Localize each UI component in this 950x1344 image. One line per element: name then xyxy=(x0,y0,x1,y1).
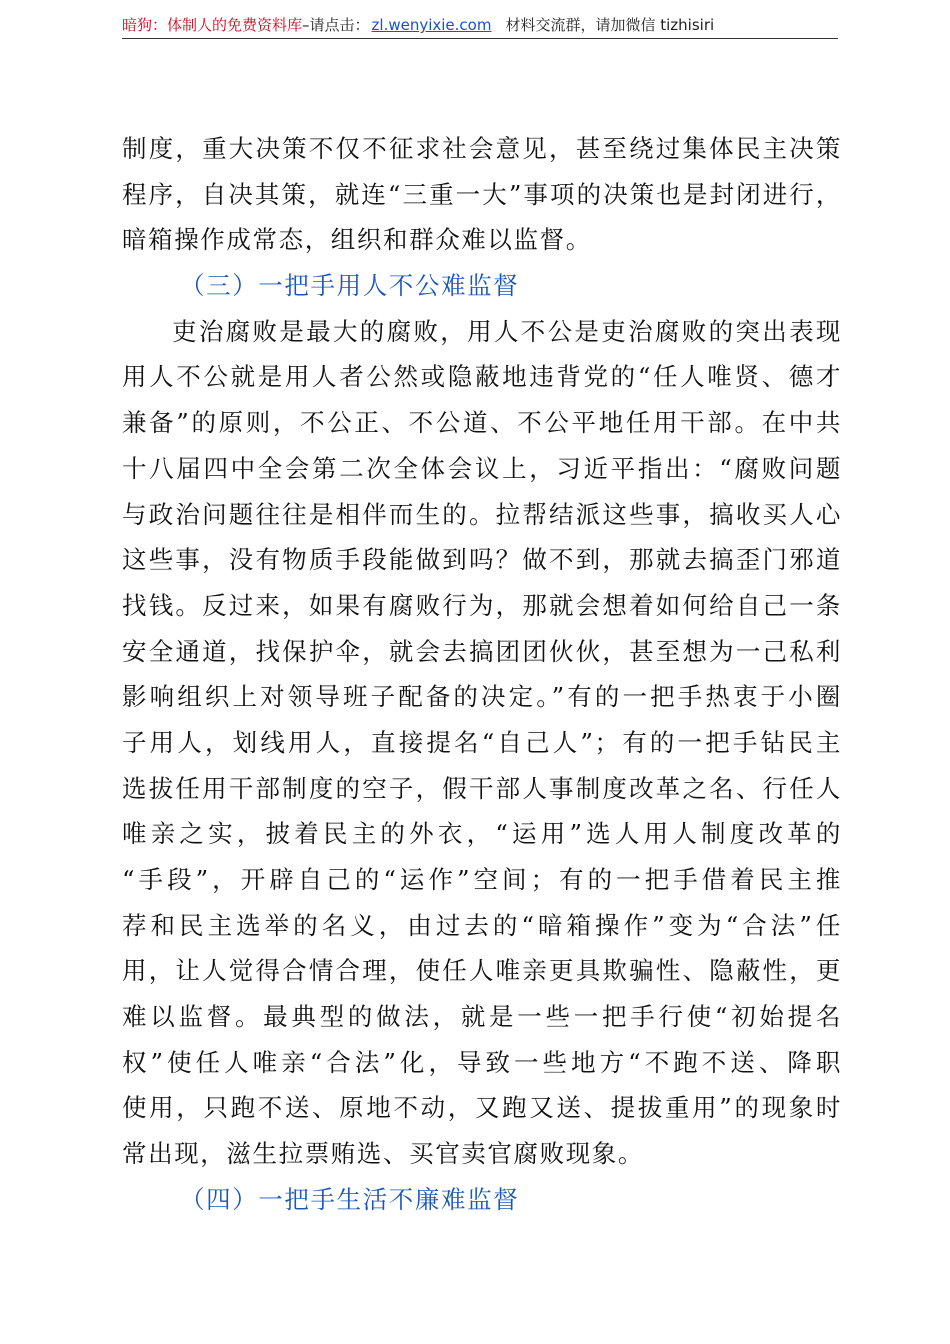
paragraph-line: 常出现，滋生拉票贿选、买官卖官腐败现象。 xyxy=(122,1139,644,1169)
header-brand: 暗狗：体制人的免费资料库 xyxy=(122,16,303,34)
paragraph-line: 找钱。反过来，如果有腐败行为，那就会想着如何给自己一条 xyxy=(122,590,842,620)
paragraph-line: 程序，自决其策，就连“三重一大”事项的决策也是封闭进行， xyxy=(122,179,842,209)
paragraph-line: 子用人，划线用人，直接提名“自己人”；有的一把手钻民主 xyxy=(122,727,842,757)
paragraph-line: 与政治问题往往是相伴而生的。拉帮结派这些事，搞收买人心 xyxy=(122,499,842,529)
paragraph-line: 选拔任用干部制度的空子，假干部人事制度改革之名、行任人 xyxy=(122,773,842,803)
paragraph-line: 用，让人觉得合情合理，使任人唯亲更具欺骗性、隐蔽性，更 xyxy=(122,956,842,986)
paragraph-line: 权”使任人唯亲“合法”化，导致一些地方“不跑不送、降职 xyxy=(122,1047,842,1077)
paragraph-line: 制度，重大决策不仅不征求社会意见，甚至绕过集体民主决策 xyxy=(122,134,842,163)
header-separator: –请点击： xyxy=(302,16,370,34)
paragraph-line: 这些事，没有物质手段能做到吗？做不到，那就去搞歪门邪道 xyxy=(122,545,842,575)
document-body xyxy=(122,126,842,1223)
paragraph-line: 唯亲之实，披着民主的外衣，“运用”选人用人制度改革的 xyxy=(122,819,842,849)
paragraph-line: 影响组织上对领导班子配备的决定。”有的一把手热衷于小圈 xyxy=(122,682,842,712)
paragraph-line: 使用，只跑不送、原地不动，又跑又送、提拔重用”的现象时 xyxy=(122,1093,842,1123)
section-heading: （四）一把手生活不廉难监督 xyxy=(180,1184,520,1214)
paragraph-line: 用人不公就是用人者公然或隐蔽地违背党的“任人唯贤、德才 xyxy=(122,362,842,392)
page-header xyxy=(122,14,838,39)
header-link[interactable]: zl.wenyixie.com xyxy=(371,16,492,34)
paragraph-line: 十八届四中全会第二次全体会议上，习近平指出：“腐败问题 xyxy=(122,453,842,483)
paragraph-line: 吏治腐败是最大的腐败，用人不公是吏治腐败的突出表现 xyxy=(172,316,842,346)
paragraph-line: 暗箱操作成常态，组织和群众难以监督。 xyxy=(122,225,592,255)
paragraph-line: 安全通道，找保护伞，就会去搞团团伙伙，甚至想为一己私利 xyxy=(122,636,842,666)
header-contact: 材料交流群，请加微信 tizhisiri xyxy=(505,16,715,34)
section-heading: （三）一把手用人不公难监督 xyxy=(180,271,520,301)
paragraph-line: 难以监督。最典型的做法，就是一些一把手行使“初始提名 xyxy=(122,1002,842,1032)
paragraph-line: 荐和民主选举的名义，由过去的“暗箱操作”变为“合法”任 xyxy=(122,910,842,940)
paragraph-line: 兼备”的原则，不公正、不公道、不公平地任用干部。在中共 xyxy=(122,408,842,438)
paragraph-line: “手段”，开辟自己的“运作”空间；有的一把手借着民主推 xyxy=(122,865,842,894)
